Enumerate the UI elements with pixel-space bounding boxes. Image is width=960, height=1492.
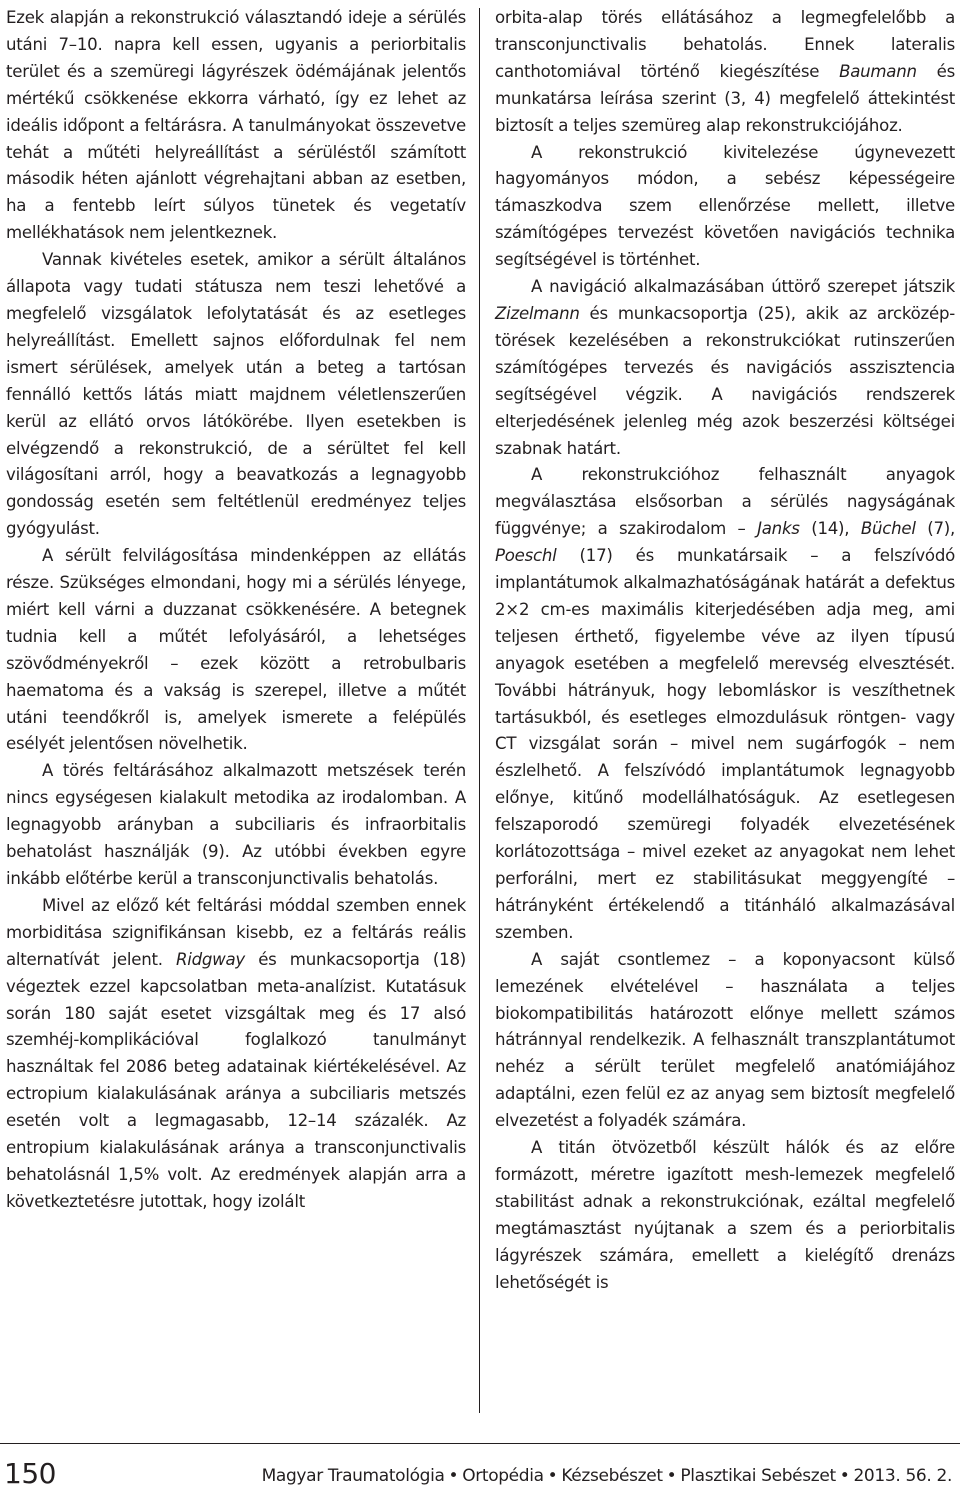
author-name: Ridgway: [175, 949, 245, 969]
author-name: Poeschl: [495, 546, 557, 566]
author-name: Zizelmann: [495, 303, 580, 323]
paragraph-text: A navigáció alkalmazásában úttörő szerepet játszik: [531, 277, 955, 297]
paragraph-text: és munkatársa leírása szerint (3, 4) megfelelő áttekintést biztosít a teljes szemüreg alap rekonstrukciójához.: [495, 61, 955, 135]
paragraph: Vannak kivételes esetek, amikor a sérült általános állapota vagy tudati státusza nem teszi lehetővé a megfelelő vizsgálatok lefolytatását és az esetleges helyreállítást. Emellett sajnos előfordulnak fel nem ismert sérülések, amelyek után a beteg a tartósan fennálló kettős látás miatt majdnem véletlenszerűen kerül az ellátó orvos látókörébe. Ilyen esetekben is elvégzendő a rekonstrukció, de a sérültet fel kell világosítani arról, hogy a beavatkozás a legnagyobb gondosság esetén sem feltétlenül eredményez teljes gyógyulást.: [6, 250, 466, 539]
paragraph-text: és munkacsoportja (18) végeztek ezzel kapcsolatban meta-analízist. Kutatásuk során 180 saját esetet vizsgáltak meg és 17 alsó szemhéj-komplikációval foglalkozó tanulmányt használtak fel 2086 beteg adatainak kiértékelésével. Az ectropium kialakulásának aránya a subciliaris metszés esetén volt a legmagasabb, 12–14 százalék. Az entropium kialakulásának aránya a transconjunctivalis behatolásnál 1,5% volt. Az eredmények alapján arra a következtetésre jutottak, hogy izolált: [6, 949, 466, 1211]
footer-rule: [0, 1443, 960, 1444]
paragraph: Ezek alapján a rekonstrukció választandó ideje a sérülés utáni 7–10. napra kell essen, ugyanis a periorbitalis terület és a szemüregi lágyrészek ödémájának jelentős mértékű csökkenése ekkorra várható, így ez lehet az ideális időpont a feltárásra. A tanulmányokat összevetve tehát a műtéti helyreállítást a sérüléstől számított második héten ajánlott végrehajtani abban az esetben, ha a fentebb leírt súlyos tünetek és vegetatív mellékhatások nem jelentkeznek.: [6, 8, 466, 243]
bullet-separator: •: [448, 1466, 459, 1486]
column-divider: [479, 8, 480, 1413]
paragraph: A titán ötvözetből készült hálók és az előre formázott, méretre igazított mesh-lemezek megfelelő stabilitást adnak a rekonstrukciónak, ezáltal megfelelő megtámasztást nyújtanak a szem és a periorbitalis lágyrészek számára, emellett a kielégítő drenázs lehetőségét is: [495, 1138, 955, 1292]
author-name: Baumann: [839, 61, 917, 81]
author-name: Büchel: [860, 519, 916, 539]
paragraph-text: Mivel az előző két feltárási móddal szemben ennek morbiditása szignifikánsan kisebb, ez a feltárás reális alternatívát jelent.: [6, 895, 466, 969]
paragraph: A sérült felvilágosítása mindenképpen az ellátás része. Szükséges elmondani, hogy mi a sérülés lényege, miért kell várni a duzzanat csökkenésére. A betegnek tudnia kell a műtét lefolyásáról, a lehetséges szövődményekről – ezek között a retrobulbaris haematoma és a vakság is szerepel, illetve a műtét utáni teendőkről is, amelyek ismerete a felépülés esélyét jelentősen növelhetik.: [6, 546, 466, 754]
journal-section: Ortopédia: [462, 1466, 544, 1486]
author-name: Janks: [757, 519, 800, 539]
paragraph-text: orbita-alap törés ellátásához a legmegfelelőbb a transconjunctivalis behatolás. Ennek lateralis canthotomiával történő kiegészítése: [495, 8, 955, 81]
paragraph: A rekonstrukció kivitelezése úgynevezett hagyományos módon, a sebész képességeire támaszkodva szem ellenőrzése mellett, illetve számítógépes tervezést követően navigációs technika segítségével is történhet.: [495, 142, 955, 270]
journal-volume: 2013. 56. 2.: [853, 1466, 952, 1486]
bullet-separator: •: [839, 1466, 850, 1486]
paragraph-text: A rekonstrukcióhoz felhasznált anyagok megválasztása elsősorban a sérülés nagyságának függvénye; a szakirodalom –: [495, 465, 955, 539]
journal-section: Plasztikai Sebészet: [680, 1466, 836, 1486]
text-column-right: [495, 5, 955, 1297]
text-column-left: [6, 5, 466, 1216]
journal-section: Kézsebészet: [561, 1466, 663, 1486]
paragraph: [495, 462, 955, 946]
paragraph-text: és munkacsoportja (25), akik az arcközép-törések kezelésében a rekonstrukciókat rutinszerűen számítógépes tervezés és navigációs asszisztencia segítségével végzik. A navigációs rendszerek elterjedésének jelenleg még azok beszerzési költségei szabnak határt.: [495, 303, 955, 458]
page-number: 150: [4, 1457, 56, 1490]
bullet-separator: •: [666, 1466, 677, 1486]
bullet-separator: •: [547, 1466, 558, 1486]
paragraph: [495, 5, 955, 140]
paragraph-text: (7),: [915, 519, 955, 539]
journal-title: Magyar Traumatológia: [261, 1466, 445, 1486]
paragraph-text: (17) és munkatársaik – a felszívódó implantátumok alkalmazhatóságának határát a defektus 2×2 cm-es maximális kiterjedésében adja meg, ami teljesen érthető, figyelembe véve az ilyen típusú anyagok esetében a megfelelő merevség elvesztését. További hátrányuk, hogy lebomláskor is veszíthetnek tartásukból, és esetleges elmozdulásuk röntgen- vagy CT vizsgálat során – mivel nem sugárfogók – nem észlelhető. A felszívódó implantátumok legnagyobb előnye, kitűnő modellálhatóságuk. Az esetlegesen felszaporodó szemüregi folyadék elvezetésének korlátozottsága – mivel ezeket az anyagokat nem lehet perforálni, mert ez stabilitásukat meggyengíté – hátrányként értékelendő a titánháló alkalmazásával szemben.: [495, 546, 955, 942]
paragraph: [6, 893, 466, 1216]
paragraph: [495, 274, 955, 462]
paragraph: A saját csontlemez – a koponyacsont külső lemezének elvételével – használata a teljes biokompatibilitás határozott előnye mellett számos hátránnyal rendelkezik. A felhasznált transzplantátumot nehéz a sérült terület megfelelő anatómiájához adaptálni, ezen felül ez az anyag sem biztosít megfelelő elvezetést a folyadék számára.: [495, 949, 955, 1131]
paragraph-text: (14),: [799, 519, 861, 539]
paragraph: A törés feltárásához alkalmazott metszések terén nincs egységesen kialakult metodika az irodalomban. A legnagyobb arányban a subciliaris és infraorbitalis behatolást használják (9). Az utóbbi években egyre inkább előtérbe kerül a transconjunctivalis behatolás.: [6, 761, 466, 888]
journal-citation: [262, 1465, 952, 1487]
